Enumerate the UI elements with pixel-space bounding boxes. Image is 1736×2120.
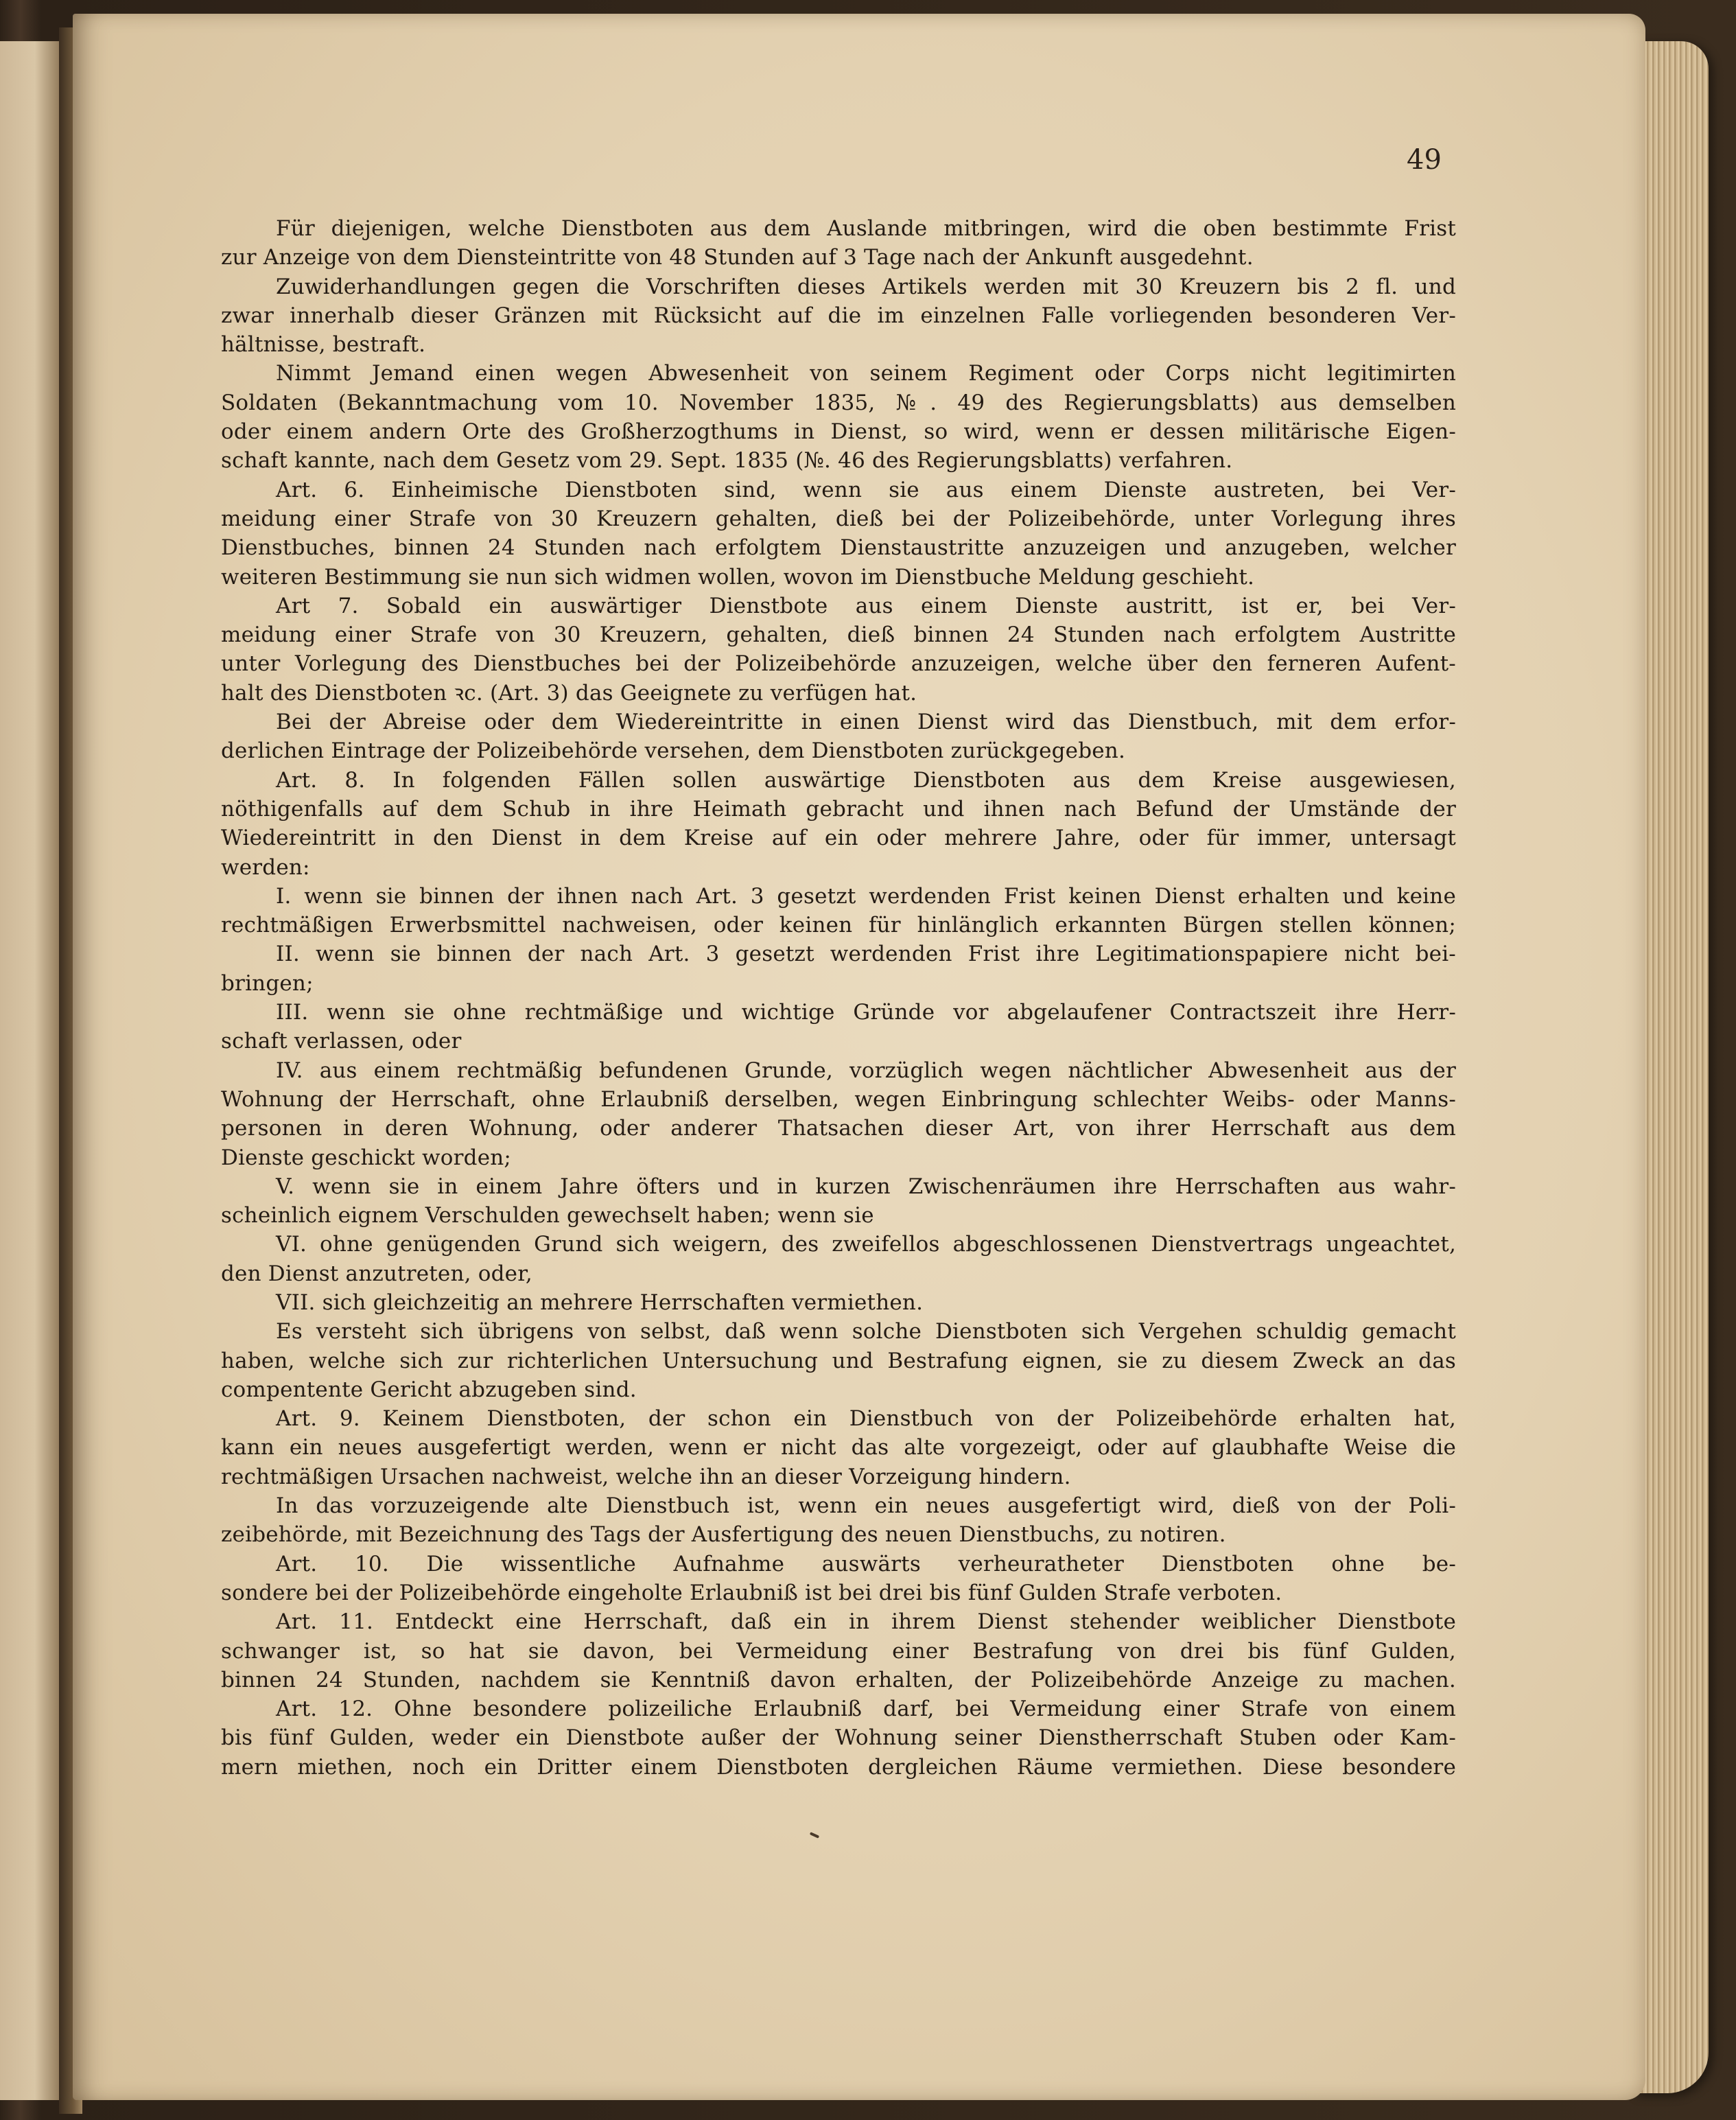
text-line: binnen 24 Stunden, nachdem sie Kenntniß davon erhalten, der Polizeibehörde Anzeige zu machen. xyxy=(221,1667,1456,1692)
text-line: Wohnung der Herrschaft, ohne Erlaubniß derselben, wegen Einbringung schlechter Weibs- oder Manns- xyxy=(221,1086,1456,1112)
text-line: V. wenn sie in einem Jahre öfters und in kurzen Zwischenräumen ihre Herrschaften aus wahr- xyxy=(276,1174,1456,1199)
text-line: Art. 9. Keinem Dienstboten, der schon ein Dienstbuch von der Polizeibehörde erhalten hat, xyxy=(276,1406,1456,1432)
text-line: zeibehörde, mit Bezeichnung des Tags der Ausfertigung des neuen Dienstbuchs, zu notiren. xyxy=(221,1522,1226,1548)
text-line: sondere bei der Polizeibehörde eingeholte Erlaubniß ist bei drei bis fünf Gulden Strafe verboten. xyxy=(221,1580,1282,1605)
text-line: meidung einer Strafe von 30 Kreuzern gehalten, dieß bei der Polizeibehörde, unter Vorlegung ihres xyxy=(221,506,1456,531)
text-line: III. wenn sie ohne rechtmäßige und wichtige Gründe vor abgelaufener Contractszeit ihre Herr- xyxy=(276,1000,1456,1025)
text-line: halt des Dienstboten ꝛc. (Art. 3) das Geeignete zu verfügen hat. xyxy=(221,680,917,706)
text-line: Art. 12. Ohne besondere polizeiliche Erlaubniß darf, bei Vermeidung einer Strafe von einem xyxy=(276,1697,1456,1722)
text-line: meidung einer Strafe von 30 Kreuzern, gehalten, dieß binnen 24 Stunden nach erfolgtem Austritte xyxy=(221,622,1456,648)
text-line: haben, welche sich zur richterlichen Untersuchung und Bestrafung eignen, sie zu diesem Zweck an das xyxy=(221,1348,1456,1373)
text-line: Art. 8. In folgenden Fällen sollen auswärtige Dienstboten aus dem Kreise ausgewiesen, xyxy=(276,767,1456,793)
text-line: zwar innerhalb dieser Gränzen mit Rücksicht auf die im einzelnen Falle vorliegenden besonderen Ver- xyxy=(221,303,1456,328)
text-line: weiteren Bestimmung sie nun sich widmen wollen, wovon im Dienstbuche Meldung geschieht. xyxy=(221,564,1255,590)
text-line: Nimmt Jemand einen wegen Abwesenheit von seinem Regiment oder Corps nicht legitimirten xyxy=(276,361,1456,386)
text-line: personen in deren Wohnung, oder anderer Thatsachen dieser Art, von ihrer Herrschaft aus dem xyxy=(221,1116,1456,1141)
text-line: schwanger ist, so hat sie davon, bei Vermeidung einer Bestrafung von drei bis fünf Gulden, xyxy=(221,1638,1456,1664)
text-line: Bei der Abreise oder dem Wiedereintritte in einen Dienst wird das Dienstbuch, mit dem erfor- xyxy=(276,710,1456,735)
text-line: II. wenn sie binnen der nach Art. 3 gesetzt werdenden Frist ihre Legitimationspapiere nicht bei- xyxy=(276,942,1456,967)
text-line: unter Vorlegung des Dienstbuches bei der Polizeibehörde anzuzeigen, welche über den ferneren Aufent- xyxy=(221,651,1456,677)
text-line: rechtmäßigen Erwerbsmittel nachweisen, oder keinen für hinlänglich erkannten Bürgen stellen können; xyxy=(221,913,1456,938)
text-line: Art. 10. Die wissentliche Aufnahme auswärts verheuratheter Dienstboten ohne be- xyxy=(276,1551,1456,1576)
text-line: Für diejenigen, welche Dienstboten aus dem Auslande mitbringen, wird die oben bestimmte Frist xyxy=(276,216,1456,241)
text-line: Art. 11. Entdeckt eine Herrschaft, daß ein in ihrem Dienst stehender weiblicher Dienstbote xyxy=(276,1609,1456,1635)
text-line: nöthigenfalls auf dem Schub in ihre Heimath gebracht und ihnen nach Befund der Umstände der xyxy=(221,796,1456,822)
text-line: Dienstbuches, binnen 24 Stunden nach erfolgtem Dienstaustritte anzuzeigen und anzugeben, welcher xyxy=(221,535,1456,561)
text-line: In das vorzuzeigende alte Dienstbuch ist, wenn ein neues ausgefertigt wird, dieß von der Poli- xyxy=(276,1493,1456,1519)
text-line: bis fünf Gulden, weder ein Dienstbote außer der Wohnung seiner Dienstherrschaft Stuben oder Kam- xyxy=(221,1725,1456,1751)
text-line: rechtmäßigen Ursachen nachweist, welche ihn an dieser Vorzeigung hindern. xyxy=(221,1464,1071,1489)
text-line: schaft kannte, nach dem Gesetz vom 29. Sept. 1835 (№. 46 des Regierungsblatts) verfahren. xyxy=(221,448,1233,474)
text-line: scheinlich eignem Verschulden gewechselt haben; wenn sie xyxy=(221,1203,874,1228)
body-text xyxy=(221,214,1456,1782)
text-line: bringen; xyxy=(221,970,314,996)
text-line: Art. 6. Einheimische Dienstboten sind, wenn sie aus einem Dienste austreten, bei Ver- xyxy=(276,477,1456,502)
text-line: mern miethen, noch ein Dritter einem Dienstboten dergleichen Räume vermiethen. Diese besondere xyxy=(221,1754,1456,1780)
text-line: schaft verlassen, oder xyxy=(221,1029,462,1054)
text-line: Soldaten (Bekanntmachung vom 10. November 1835, №. 49 des Regierungsblatts) aus demselben xyxy=(221,390,1456,415)
text-line: den Dienst anzutreten, oder, xyxy=(221,1261,532,1286)
text-line: IV. aus einem rechtmäßig befundenen Grunde, vorzüglich wegen nächtlicher Abwesenheit aus der xyxy=(276,1058,1456,1083)
text-line: Dienste geschickt worden; xyxy=(221,1145,512,1170)
text-line: VII. sich gleichzeitig an mehrere Herrschaften vermiethen. xyxy=(276,1290,924,1315)
text-line: VI. ohne genügenden Grund sich weigern, des zweifellos abgeschlossenen Dienstvertrags ungeachtet, xyxy=(276,1232,1456,1257)
text-line: compentente Gericht abzugeben sind. xyxy=(221,1377,637,1402)
text-line: oder einem andern Orte des Großherzogthums in Dienst, so wird, wenn er dessen militärische Eigen- xyxy=(221,419,1456,445)
text-line: I. wenn sie binnen der ihnen nach Art. 3 gesetzt werdenden Frist keinen Dienst erhalten und keine xyxy=(276,883,1456,909)
text-line: zur Anzeige von dem Diensteintritte von 48 Stunden auf 3 Tage nach der Ankunft ausgedehnt. xyxy=(221,245,1254,270)
text-line: Zuwiderhandlungen gegen die Vorschriften dieses Artikels werden mit 30 Kreuzern bis 2 fl. und xyxy=(276,274,1456,299)
text-line: Wiedereintritt in den Dienst in dem Kreise auf ein oder mehrere Jahre, oder für immer, untersagt xyxy=(221,826,1456,851)
text-line: Art 7. Sobald ein auswärtiger Dienstbote aus einem Dienste austritt, ist er, bei Ver- xyxy=(276,593,1456,618)
text-line: hältnisse, bestraft. xyxy=(221,332,426,358)
text-line: derlichen Eintrage der Polizeibehörde versehen, dem Dienstboten zurückgegeben. xyxy=(221,738,1126,764)
text-line: kann ein neues ausgefertigt werden, wenn er nicht das alte vorgezeigt, oder auf glaubhafte Weise die xyxy=(221,1435,1456,1460)
text-line: werden: xyxy=(221,854,310,880)
page-number: 49 xyxy=(1407,144,1442,176)
text-line: Es versteht sich übrigens von selbst, daß wenn solche Dienstboten sich Vergehen schuldig gemacht xyxy=(276,1319,1456,1344)
left-page-edge xyxy=(0,41,63,2100)
